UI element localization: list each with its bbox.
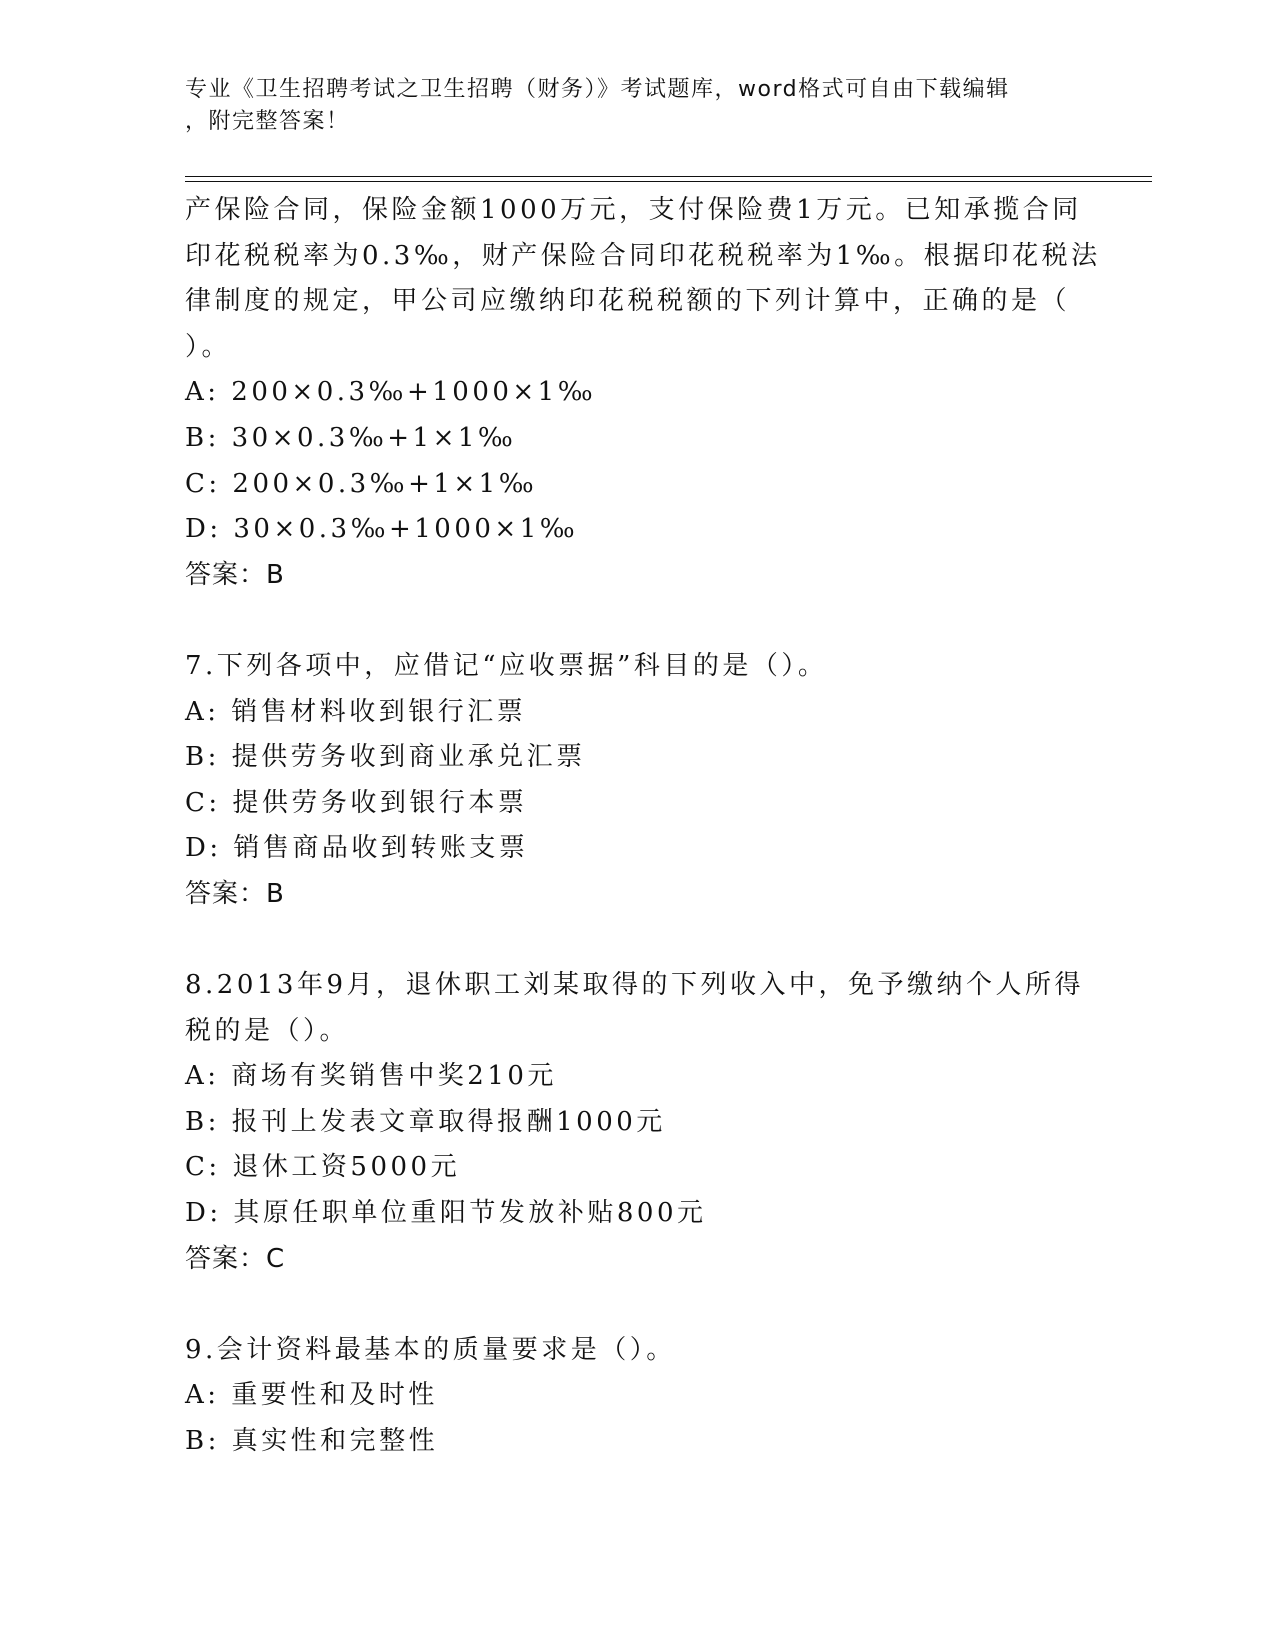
option-c: C: 200×0.3‰+1×1‰ [185,468,538,499]
answer-label: 答案：C [185,1243,286,1274]
question-9 [185,1328,1065,1465]
question-6 [185,188,1101,598]
header-divider-bottom [185,181,1152,182]
option-c: C: 提供劳务收到银行本票 [185,787,528,818]
question-8 [185,963,1085,1282]
option-a: A: 重要性和及时性 [185,1380,438,1411]
document-body [185,188,1101,1465]
question-text-line: 9.会计资料最基本的质量要求是（）。 [185,1334,676,1365]
header-divider-top [185,176,1152,177]
option-d: D: 销售商品收到转账支票 [185,833,529,864]
option-d: D: 其原任职单位重阳节发放补贴800元 [185,1198,707,1229]
question-text-line: 7.下列各项中，应借记“应收票据”科目的是（）。 [185,650,828,681]
option-b: B: 报刊上发表文章取得报酬1000元 [185,1106,666,1137]
header-line-2: ，附完整答案！ [185,109,350,134]
answer-label: 答案：B [185,878,285,909]
option-d: D: 30×0.3‰+1000×1‰ [185,514,579,545]
spacer [185,918,1065,964]
question-text-line: 产保险合同，保险金额1000万元，支付保险费1万元。已知承揽合同 [185,195,1082,225]
answer-label: 答案：B [185,559,285,590]
document-header [185,74,1065,138]
option-a: A: 200×0.3‰+1000×1‰ [185,377,597,408]
question-text-line: 8.2013年9月，退休职工刘某取得的下列收入中，免予缴纳个人所得 [185,970,1085,1001]
question-text-line: ）。 [185,331,232,362]
option-a: A: 销售材料收到银行汇票 [185,696,527,727]
question-text-line: 律制度的规定，甲公司应缴纳印花税税额的下列计算中，正确的是（ [185,286,1071,317]
option-a: A: 商场有奖销售中奖210元 [185,1061,557,1092]
option-c: C: 退休工资5000元 [185,1152,461,1183]
option-b: B: 真实性和完整性 [185,1426,439,1457]
question-text-line: 税的是（）。 [185,1015,350,1046]
spacer [185,1282,1065,1328]
question-7 [185,644,1065,918]
spacer [185,598,1065,644]
header-line-1: 专业《卫生招聘考试之卫生招聘（财务）》考试题库，word格式可自由下载编辑 [185,77,1010,102]
option-b: B: 提供劳务收到商业承兑汇票 [185,742,586,773]
question-text-line: 印花税税率为0.3‰，财产保险合同印花税税率为1‰。根据印花税法 [185,240,1101,271]
option-b: B: 30×0.3‰+1×1‰ [185,422,517,453]
